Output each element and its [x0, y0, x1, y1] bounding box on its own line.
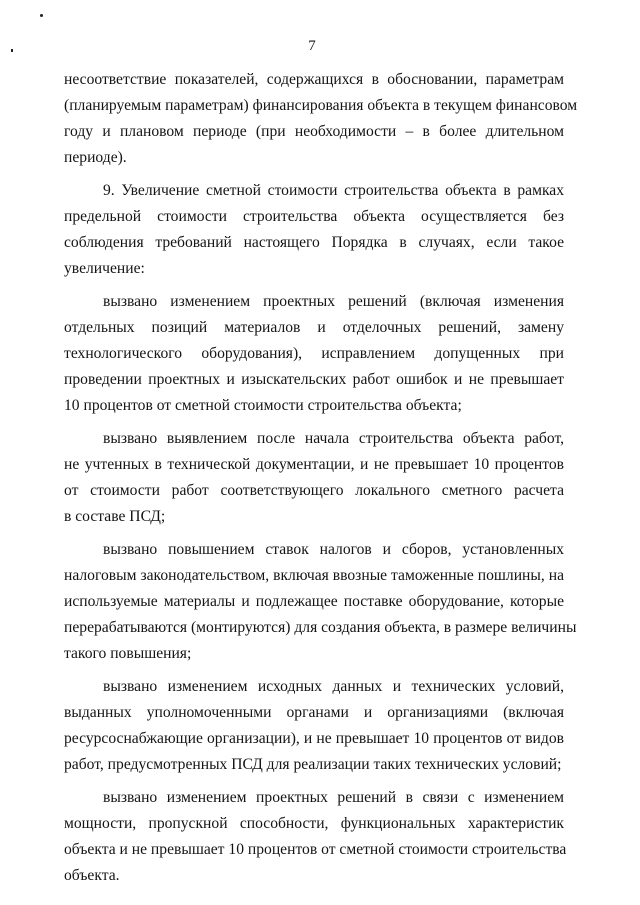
text-line: технологического оборудования), исправлением допущенных при — [64, 345, 564, 362]
paragraph — [64, 537, 577, 667]
paragraph — [64, 674, 564, 778]
text-line: предельной стоимости строительства объекта осуществляется без — [64, 208, 564, 225]
text-line: году и плановом периоде (при необходимости – в более длительном — [64, 123, 564, 140]
paragraph — [64, 67, 578, 171]
paragraph — [64, 426, 564, 530]
text-line: соблюдения требований настоящего Порядка в случаях, если такое — [64, 234, 564, 251]
text-line: выданных уполномоченными органами и организациями (включая — [64, 704, 564, 721]
text-line: увеличение: — [64, 260, 145, 277]
text-line: отдельных позиций материалов и отделочных решений, замену — [64, 319, 564, 336]
text-line: объекта и не превышает 10 процентов от сметной стоимости строительства — [64, 841, 567, 858]
text-line: периоде). — [64, 149, 127, 166]
text-line: несоответствие показателей, содержащихся в обосновании, параметрам — [64, 71, 564, 88]
text-line: налоговым законодательством, включая ввозные таможенные пошлины, на — [64, 567, 564, 584]
text-line: мощности, пропускной способности, функциональных характеристик — [64, 815, 564, 832]
text-line: не учтенных в технической документации, и не превышает 10 процентов — [64, 456, 564, 473]
text-line: 9. Увеличение сметной стоимости строительства объекта в рамках — [103, 182, 564, 199]
text-line: 10 процентов от сметной стоимости строительства объекта; — [64, 397, 462, 414]
text-line: вызвано выявлением после начала строительства объекта работ, — [103, 430, 564, 447]
text-line: перерабатываются (монтируются) для создания объекта, в размере величины — [64, 619, 577, 636]
text-line: используемые материалы и подлежащее поставке оборудование, которые — [64, 593, 564, 610]
text-line: в составе ПСД; — [64, 508, 166, 525]
text-line: вызвано изменением проектных решений в связи с изменением — [103, 789, 564, 806]
document-body — [64, 67, 578, 889]
text-line: работ, предусмотренных ПСД для реализации таких технических условий; — [64, 756, 562, 773]
text-line: (планируемым параметрам) финансирования объекта в текущем финансовом — [64, 97, 578, 114]
paragraph — [64, 178, 564, 282]
text-line: объекта. — [64, 867, 120, 884]
text-line: такого повышения; — [64, 645, 192, 662]
text-line: вызвано повышением ставок налогов и сборов, установленных — [103, 541, 564, 558]
paragraph — [64, 785, 567, 889]
paragraph — [64, 289, 564, 419]
scan-speck-mark — [40, 14, 43, 17]
text-line: от стоимости работ соответствующего локального сметного расчета — [64, 482, 564, 499]
page-number: 7 — [308, 38, 316, 54]
text-line: вызвано изменением исходных данных и технических условий, — [103, 678, 564, 695]
text-line: ресурсоснабжающие организации), и не превышает 10 процентов от видов — [64, 730, 564, 747]
text-line: проведении проектных и изыскательских работ ошибок и не превышает — [64, 371, 564, 388]
text-line: вызвано изменением проектных решений (включая изменения — [103, 293, 564, 310]
